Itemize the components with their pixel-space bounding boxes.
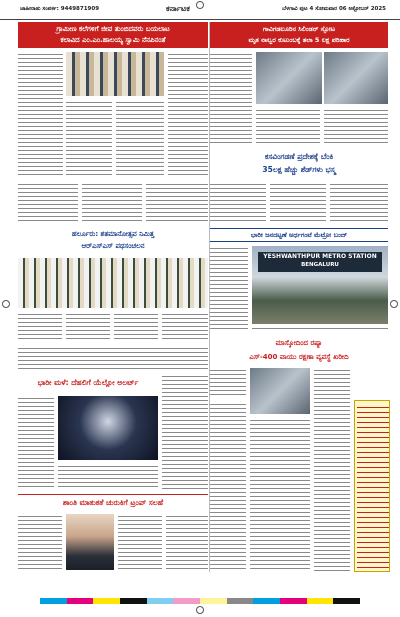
article-4-body-col3: [114, 312, 158, 340]
metro-sign-line-2: BENGALURU: [301, 262, 339, 268]
article-6-headline-bar[interactable]: [18, 374, 158, 392]
article-3-headline[interactable]: ಕಸವಿಂಗಡಣೆ ಪ್ರದೇಶಕ್ಕೆ ಬೆಂಕಿ 35ಲಕ್ಷ ಹೆಚ್ಚು ಶೆಡ್‌ಗಳು ಭಸ್ಮ: [262, 152, 336, 174]
article-1-col4: [168, 52, 208, 177]
article-5-headline: ಭಾರೀ ಜನದಟ್ಟಣೆ ಅರ್ಧಗಂಟೆ ಮೆಟ್ರೋ ಬಂದ್: [250, 231, 348, 239]
article-7-col3: [314, 368, 350, 572]
article-4-body-col1: [18, 312, 62, 340]
article-8-col3: [166, 514, 208, 572]
article-2-col2: [256, 108, 320, 144]
article-1-body: [18, 52, 208, 180]
logo: ಕರ್ನಾಟಕ: [166, 3, 190, 13]
article-8-photo: [66, 514, 114, 570]
article-4-left-col: [18, 182, 208, 226]
article-8-col2: [118, 514, 162, 572]
article-2-photo-2: [324, 52, 388, 104]
article-8-col1: [18, 514, 62, 572]
date-line: ಬೆಳಗಾವಿ ಪುಟ 4 ಸೋಮವಾರ 06 ಅಕ್ಟೋಬರ್ 2025: [282, 6, 386, 12]
article-2-col3: [324, 108, 388, 144]
article-5-col1: [210, 246, 248, 332]
article-3-col1: [210, 182, 266, 222]
article-3-col2: [270, 182, 326, 222]
article-7-col2: [250, 418, 310, 572]
registration-mark-bottom: [196, 606, 204, 614]
article-4-col1: [18, 182, 78, 224]
article-7-photo: [250, 368, 310, 414]
metro-station-sign: [258, 252, 382, 272]
article-6-lead: [18, 346, 208, 372]
article-5-headline-bar[interactable]: [210, 228, 388, 242]
article-7-lead: [210, 368, 246, 398]
article-7-col1: [210, 402, 246, 572]
article-4-body-col4: [162, 312, 208, 340]
article-4-body-col2: [66, 312, 110, 340]
right-sidebar-text: [357, 405, 389, 569]
article-5-caption: [252, 326, 388, 332]
article-5-photo: [252, 246, 388, 324]
article-7-headline: ಮಾಸ್ಕೋದಿಂದ ರಷ್ಯಾ ಎಸ್-400 ವಾಯು ರಕ್ಷಣಾ ವ್ಯವಸ್ಥೆ ಖರೀದಿ: [249, 339, 349, 361]
article-6-headline: ಭಾರೀ ಮಳೆ: ದೆಹಲಿಗೆ ಯೆಲ್ಲೋ ಅಲರ್ಟ್: [37, 378, 139, 387]
article-6-photo: [58, 396, 158, 460]
article-3-col3: [330, 182, 388, 222]
article-3-body: [210, 182, 388, 224]
article-2-photo-1: [256, 52, 322, 104]
registration-mark-left: [2, 300, 10, 308]
article-7-headline-box[interactable]: [210, 336, 388, 366]
color-registration-bar: [40, 598, 360, 604]
article-1-col1: [18, 52, 63, 177]
article-2-headline[interactable]: ಗಾವಿಗಡಲೂರಿನ ಸಿಲಿಂಡರ್ ಸ್ಫೋಟ ಮೃತ ನಾಲ್ವರ ಕುಟುಂಬಕ್ಕೆ ತಲಾ 5 ಲಕ್ಷ ಪರಿಹಾರ: [210, 22, 388, 48]
article-4-col3: [146, 182, 208, 224]
article-8-headline: ಶಾಂತಿ ಮಾತುಕತೆ ಚುರುಕಿಗೆ ಟ್ರಂಪ್ ಸಲಹೆ: [62, 498, 164, 507]
ad-contact: ಜಾಹೀರಾತು ಸಂಪರ್ಕ: 9449871909: [20, 6, 100, 12]
article-2-col1: [210, 52, 252, 144]
right-sidebar: [354, 400, 390, 572]
article-4-body: [18, 312, 208, 342]
article-4-col2: [82, 182, 142, 224]
column-divider-center: [209, 22, 210, 572]
article-1-photo: [66, 52, 164, 96]
registration-mark-top: [196, 1, 204, 9]
article-1-col3: [116, 100, 164, 177]
article-6-col2: [58, 464, 158, 490]
article-6-col3: [162, 374, 208, 490]
article-1-headline[interactable]: ಗ್ರಾಮೀಣ ಕಲೆಗಳಿಗೆ ಜೀವ ತುಂಬಿದವರು ಬಯಲಾಟ ಕಲಾವಿದ ಎಂ.ಎಂ.ಹಾಲಯ್ಯ ಸ್ವಾಮಿ ನೆನಪಿನಂತೆ: [18, 22, 208, 48]
article-4-photo: [18, 258, 208, 308]
article-4-headline[interactable]: ಹರ್ಲೂರು: ಶತಮಾನೋತ್ಸವ ನಿಮಿತ್ತ ಆರ್‌ಎಸ್‌ಎಸ್ ಪಥಸಂಚಲನ: [71, 230, 155, 250]
article-2-body: [210, 52, 388, 148]
article-1-col2: [66, 100, 112, 177]
metro-sign-line-1: YESHWANTHPUR METRO STATION: [263, 253, 377, 260]
article-8-headline-bar[interactable]: [18, 494, 208, 510]
registration-mark-right: [390, 300, 398, 308]
article-6-col1: [18, 396, 54, 490]
